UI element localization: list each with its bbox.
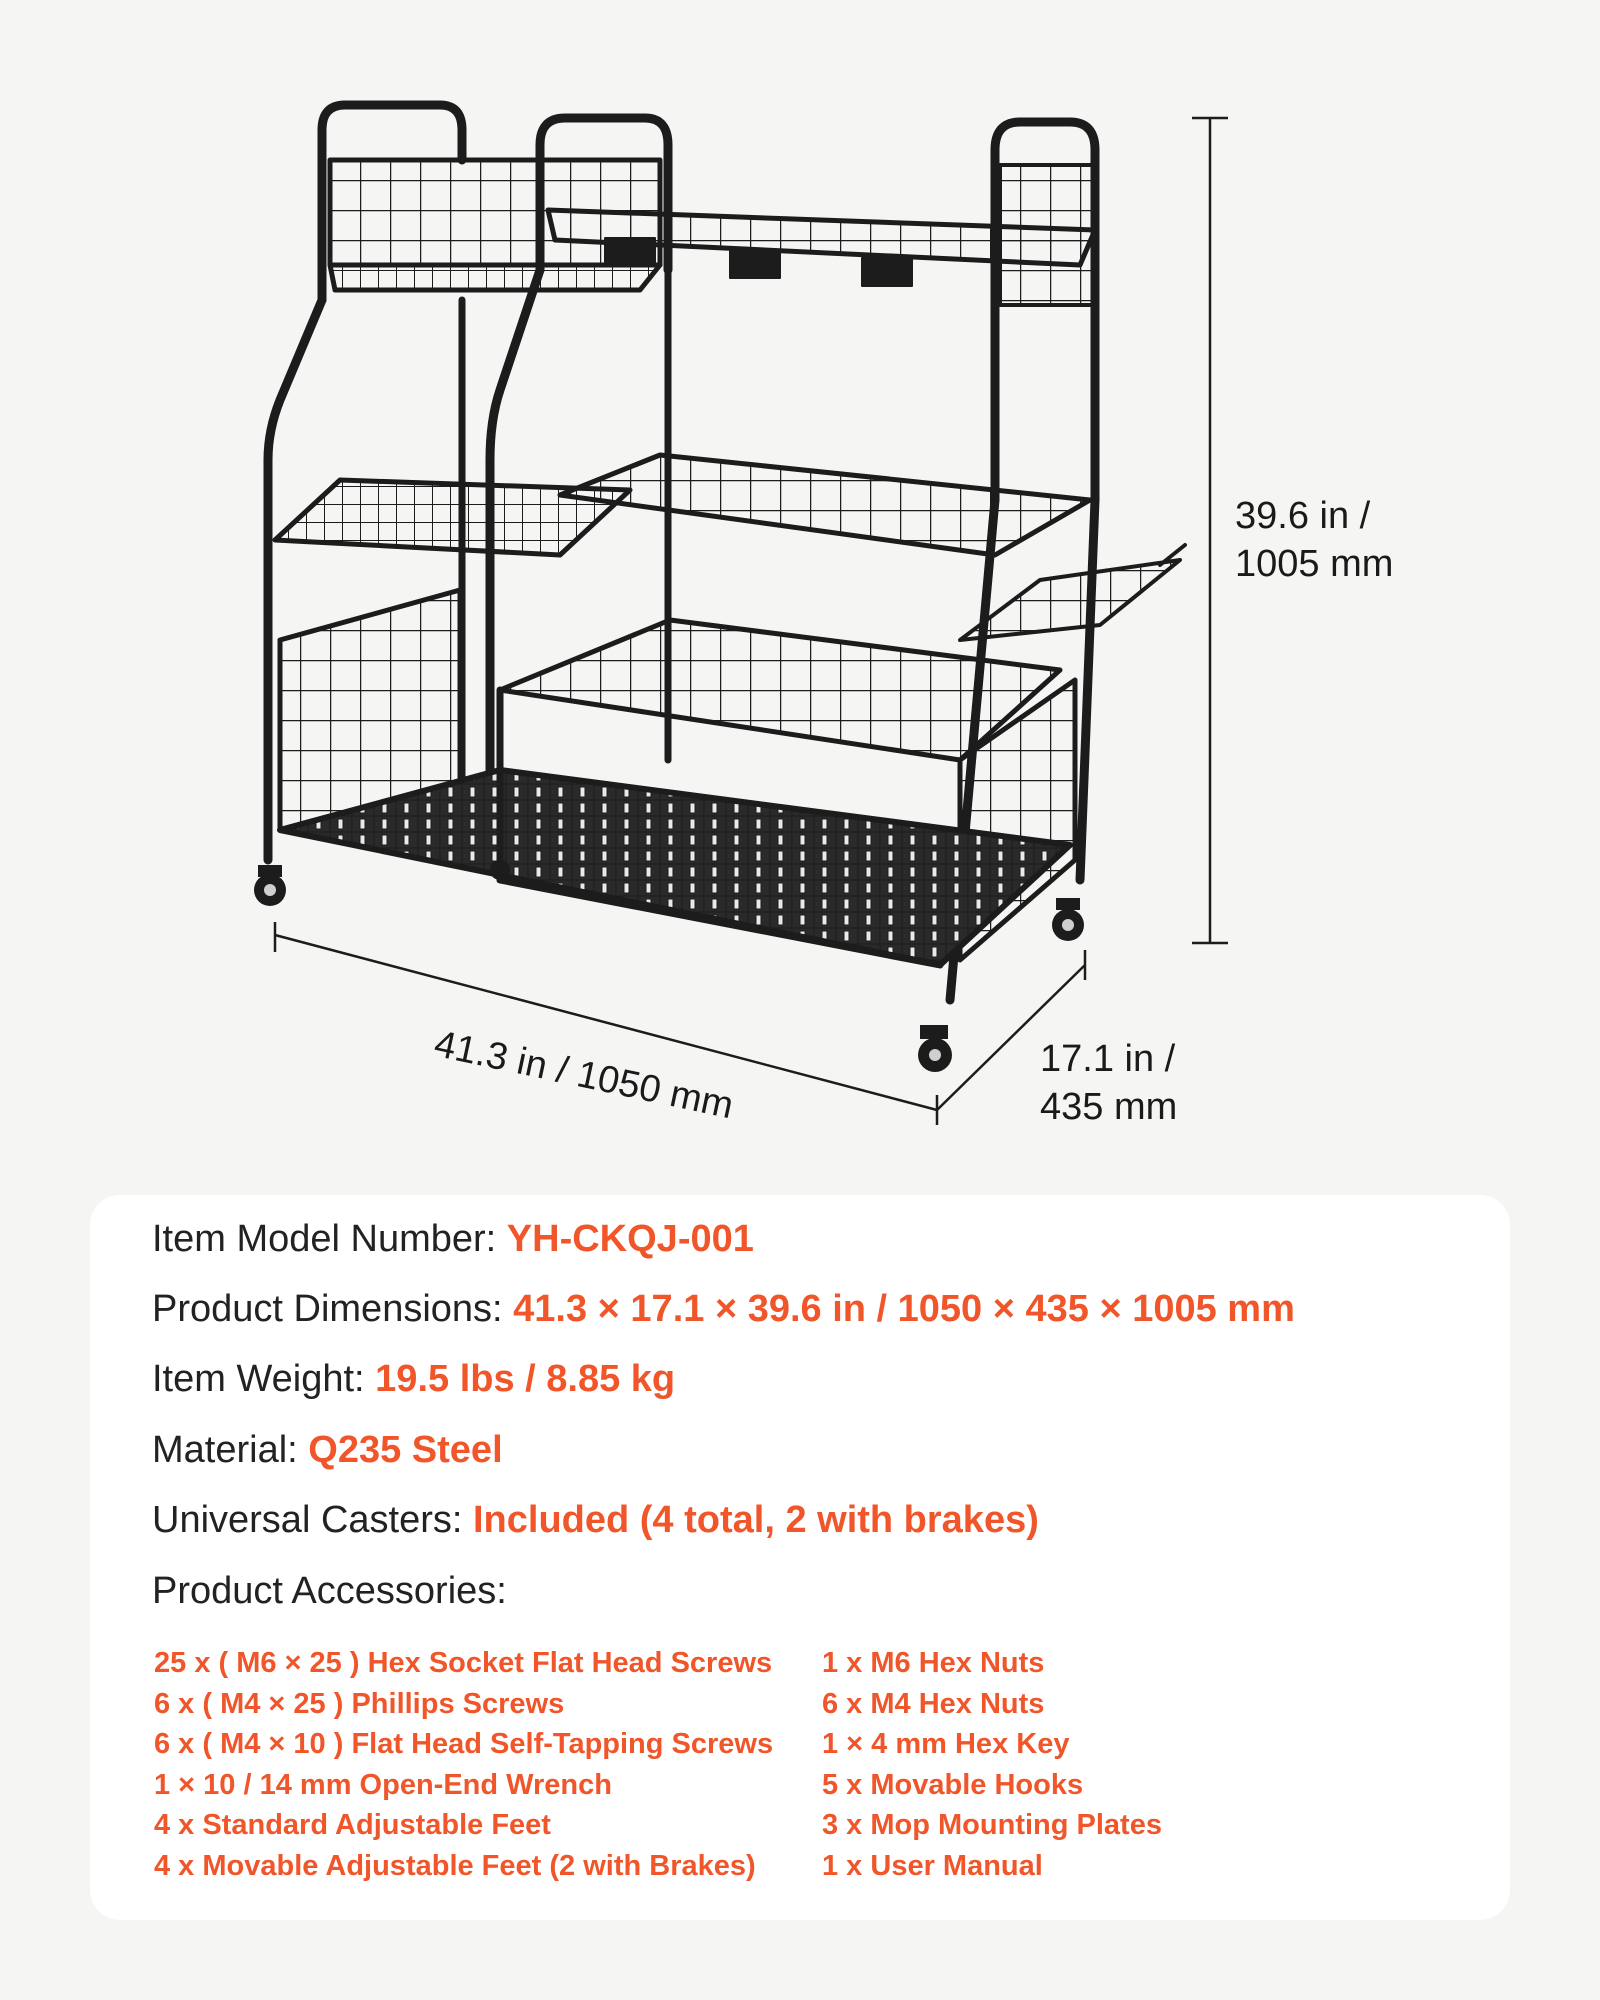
spec-label: Material: [152, 1429, 309, 1471]
width-dimension-label: 41.3 in / 1050 mm [430, 1022, 737, 1128]
spec-label: Product Dimensions: [152, 1288, 514, 1330]
spec-dimensions [152, 1285, 1295, 1333]
height-dimension-line2: 1005 mm [1235, 543, 1394, 585]
accessory-item: 1 × 4 mm Hex Key [822, 1728, 1070, 1760]
accessories-list-right [822, 1643, 1162, 1886]
spec-casters [152, 1496, 1039, 1544]
spec-label: Item Weight: [152, 1358, 376, 1400]
height-dimension-label [1235, 492, 1393, 588]
accessory-item: 1 x M6 Hex Nuts [822, 1647, 1045, 1679]
spec-value: YH-CKQJ-001 [506, 1218, 754, 1260]
accessory-item: 5 x Movable Hooks [822, 1768, 1084, 1801]
accessories-title: Product Accessories: [152, 1570, 507, 1612]
accessory-item: 6 x ( M4 × 25 ) Phillips Screws [154, 1687, 565, 1720]
accessory-item: 4 x Standard Adjustable Feet [154, 1809, 551, 1841]
spec-weight [152, 1355, 675, 1403]
spec-label: Universal Casters: [152, 1499, 473, 1541]
spec-value: Q235 Steel [308, 1429, 503, 1471]
spec-value: 19.5 lbs / 8.85 kg [375, 1358, 676, 1400]
accessory-item: 25 x ( M6 × 25 ) Hex Socket Flat Head Screws [154, 1647, 773, 1679]
accessory-item: 4 x Movable Adjustable Feet (2 with Brakes) [154, 1849, 756, 1882]
spec-value: Included (4 total, 2 with brakes) [472, 1499, 1039, 1541]
accessory-item: 1 x User Manual [822, 1849, 1043, 1882]
depth-dimension-label [1040, 1035, 1177, 1131]
accessories-list-left [154, 1643, 773, 1886]
spec-material [152, 1426, 503, 1474]
accessory-item: 1 × 10 / 14 mm Open-End Wrench [154, 1768, 612, 1801]
spec-card [90, 1195, 1510, 1920]
depth-dimension-line2: 435 mm [1040, 1086, 1178, 1128]
spec-value: 41.3 × 17.1 × 39.6 in / 1050 × 435 × 1005 mm [513, 1288, 1295, 1330]
height-dimension-line1: 39.6 in / [1235, 495, 1371, 537]
spec-label: Item Model Number: [152, 1218, 507, 1260]
accessory-item: 6 x ( M4 × 10 ) Flat Head Self-Tapping Screws [154, 1728, 774, 1760]
spec-model-number [152, 1215, 754, 1263]
accessory-item: 6 x M4 Hex Nuts [822, 1687, 1045, 1720]
accessory-item: 3 x Mop Mounting Plates [822, 1809, 1162, 1841]
depth-dimension-line1: 17.1 in / [1040, 1038, 1176, 1080]
